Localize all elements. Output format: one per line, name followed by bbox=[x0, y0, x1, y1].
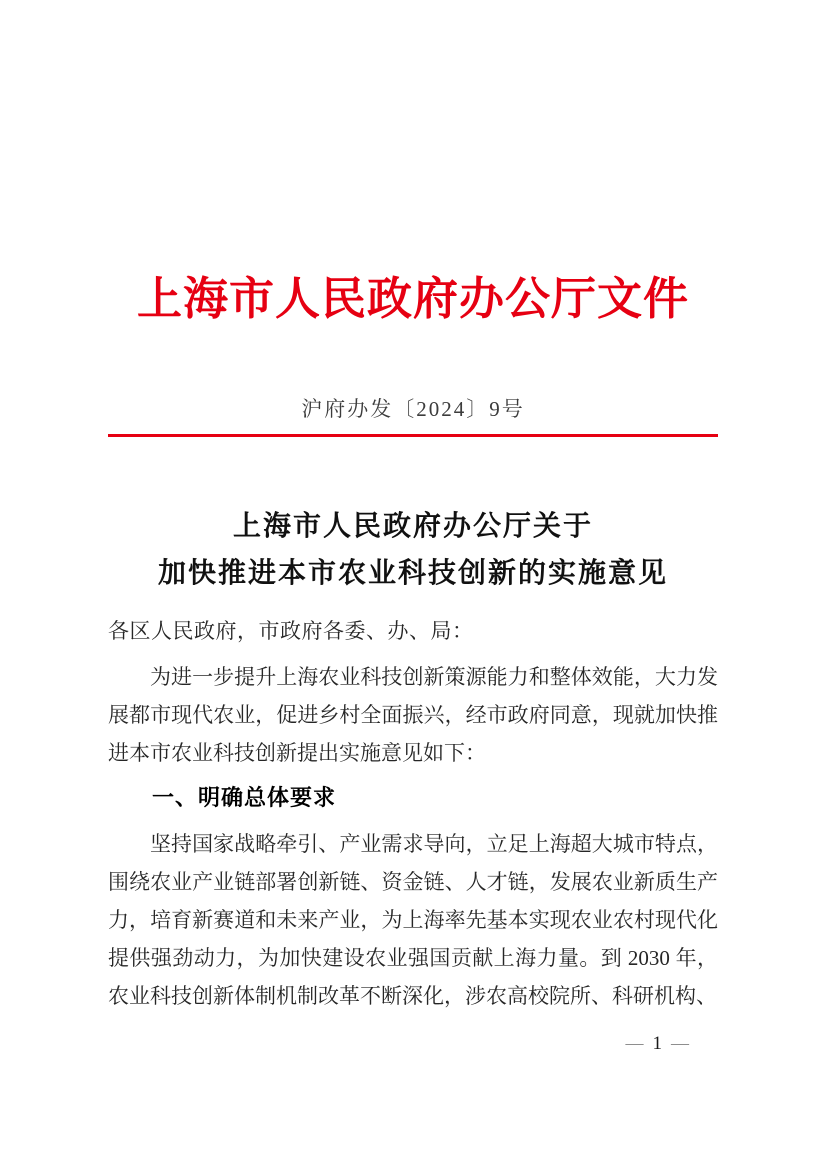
document-title-line2: 加快推进本市农业科技创新的实施意见 bbox=[157, 556, 668, 589]
page-number-value: 1 bbox=[652, 1033, 662, 1054]
letterhead-title: 上海市人民政府办公厅文件 bbox=[136, 272, 689, 325]
document-title bbox=[0, 502, 826, 596]
intro-paragraph: 为进一步提升上海农业科技创新策源能力和整体效能，大力发展都市现代农业，促进乡村全面振兴，经市政府同意，现就加快推进本市农业科技创新提出实施意见如下： bbox=[108, 665, 718, 765]
salutation-line: 各区人民政府，市政府各委、办、局： bbox=[108, 619, 474, 643]
page-number-dash-right: — bbox=[671, 1033, 689, 1053]
document-number: 沪府办发〔2024〕9号 bbox=[301, 397, 525, 421]
red-divider-rule bbox=[108, 434, 718, 437]
section-1-body-paragraph: 坚持国家战略牵引、产业需求导向，立足上海超大城市特点，围绕农业产业链部署创新链、资金链、人才链，发展农业新质生产力，培育新赛道和未来产业，为上海率先基本实现农业农村现代化提供强劲动力，为加快建设农业强国贡献上海力量。到 2030 年，农业科技创新体制机制改革不断深化，涉农高校院所、科研机构、 bbox=[108, 832, 718, 1008]
document-body bbox=[108, 612, 718, 1015]
page-number bbox=[617, 1033, 699, 1056]
document-title-line1: 上海市人民政府办公厅关于 bbox=[232, 509, 593, 542]
section-1-heading: 一、明确总体要求 bbox=[152, 785, 337, 810]
page-number-dash-left: — bbox=[625, 1033, 644, 1053]
